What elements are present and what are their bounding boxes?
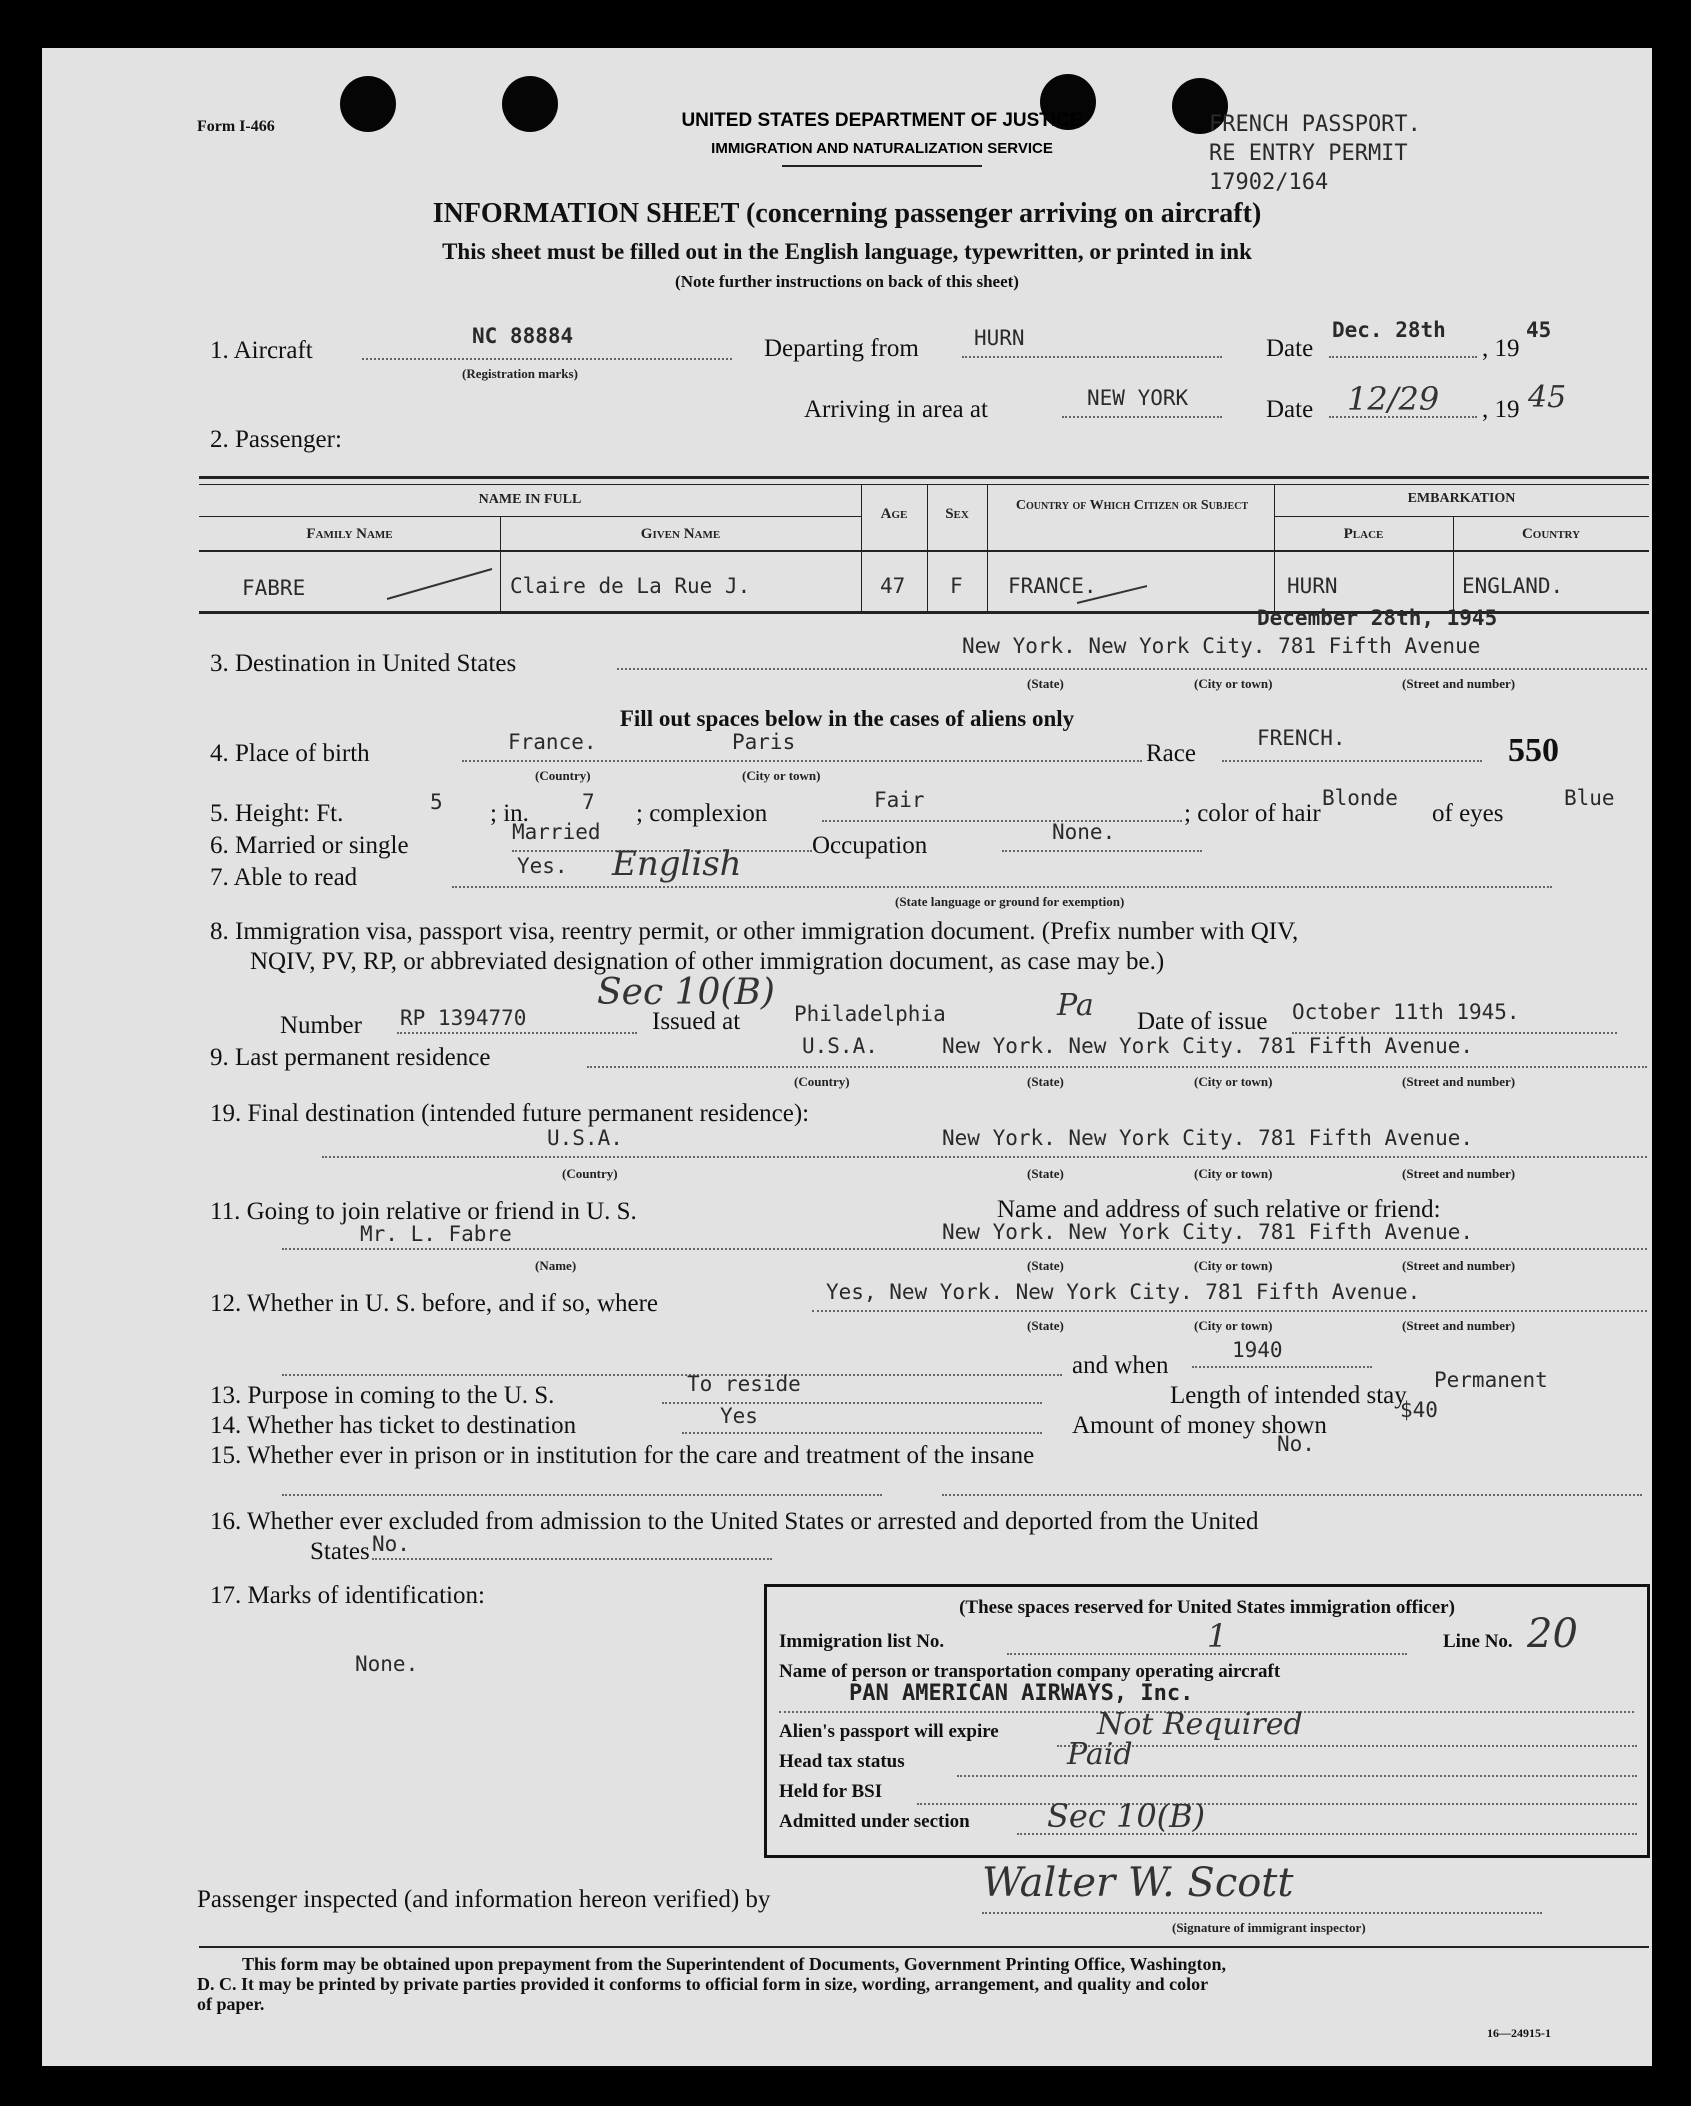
form-number: Form I-466 <box>197 118 275 135</box>
prior-visit-label: 12. Whether in U. S. before, and if so, where <box>210 1290 659 1317</box>
read-value: Yes. <box>517 854 568 878</box>
height-feet: 5 <box>430 790 443 814</box>
company-value: PAN AMERICAN AIRWAYS, Inc. <box>849 1681 1194 1706</box>
section-value: Sec 10(B) <box>1047 1797 1206 1835</box>
stay-label: Length of intended stay <box>1170 1382 1407 1409</box>
race-value: FRENCH. <box>1257 726 1346 750</box>
check-mark <box>1072 578 1152 608</box>
head-tax-label: Head tax status <box>779 1751 905 1772</box>
departing-label: Departing from <box>764 335 919 362</box>
arriving-label: Arriving in area at <box>804 396 988 423</box>
caption-street: (Street and number) <box>1402 676 1516 691</box>
caption-state: (State) <box>1027 676 1064 691</box>
citizenship-header: Country of Which Citizen or Subject <box>1015 498 1249 513</box>
caption-name: (Name) <box>535 1258 577 1273</box>
ticket-value: Yes <box>720 1404 758 1428</box>
language-caption: (State language or ground for exemption) <box>895 894 1125 909</box>
name-in-full-header: NAME IN FULL <box>478 492 582 507</box>
officer-box-title: (These spaces reserved for United States immigration officer) <box>959 1597 1455 1618</box>
excluded-label-2: States <box>310 1538 370 1565</box>
embark-place-cell: HURN <box>1287 574 1338 598</box>
caption-country: (Country) <box>535 768 591 783</box>
document-label-2: NQIV, PV, RP, or abbreviated designation of other immigration document, as case may be.) <box>250 948 1165 975</box>
marital-value: Married <box>512 820 601 844</box>
hair-value: Blonde <box>1322 786 1398 810</box>
destination-value: New York. New York City. 781 Fifth Avenue <box>962 634 1481 658</box>
final-destination-value: New York. New York City. 781 Fifth Avenue. <box>942 1126 1474 1150</box>
caption-city: (City or town) <box>1194 1166 1273 1181</box>
check-mark <box>382 564 502 604</box>
institution-value: No. <box>1277 1432 1315 1456</box>
document-number: RP 1394770 <box>400 1006 527 1030</box>
given-name-cell: Claire de La Rue J. <box>510 574 751 598</box>
punch-hole-2 <box>502 76 558 132</box>
place-header: Place <box>1343 526 1384 542</box>
prior-visit-value: Yes, New York. New York City. 781 Fifth Avenue. <box>826 1280 1421 1304</box>
caption-state: (State) <box>1027 1074 1064 1089</box>
height-label: 5. Height: Ft. <box>210 800 344 827</box>
age-cell: 47 <box>880 574 906 598</box>
date-of-issue-label: Date of issue <box>1137 1008 1268 1035</box>
passport-expire-label: Alien's passport will expire <box>779 1721 999 1742</box>
footer-line-3: of paper. <box>197 1994 265 2014</box>
departure-date: Dec. 28th <box>1332 318 1446 342</box>
document-label-1: 8. Immigration visa, passport visa, reentry permit, or other immigration document. (Prefix number with QIV, <box>210 918 1299 945</box>
caption-city: (City or town) <box>1194 676 1273 691</box>
caption-street: (Street and number) <box>1402 1166 1516 1181</box>
page-title: INFORMATION SHEET (concerning passenger arriving on aircraft) <box>432 198 1262 229</box>
punch-hole-1 <box>340 76 396 132</box>
citizen-cell: FRANCE. <box>1008 574 1097 598</box>
final-destination-country: U.S.A. <box>547 1126 623 1150</box>
issued-state-handwritten: Pa <box>1057 988 1094 1023</box>
relative-name: Mr. L. Fabre <box>360 1222 512 1246</box>
inches-label: ; in. <box>490 800 529 827</box>
given-name-header: Given Name <box>640 526 721 542</box>
department-header <box>622 110 1142 167</box>
arrival-year: 45 <box>1528 380 1567 415</box>
form-sheet <box>42 48 1652 2066</box>
identification-label: 17. Marks of identification: <box>210 1582 485 1609</box>
final-destination-label: 19. Final destination (intended future permanent residence): <box>210 1100 810 1127</box>
embark-country-header: Country <box>1521 526 1581 542</box>
footer-line-2: D. C. It may be printed by private parties provided it conforms to official form in size, wording, arrangement, and quality and color <box>197 1974 1209 1994</box>
money-value: $40 <box>1400 1398 1438 1422</box>
footer-line-1: This form may be obtained upon prepayment from the Superintendent of Documents, Government Printing Office, Washington, <box>242 1954 1227 1974</box>
relative-address: New York. New York City. 781 Fifth Avenue. <box>942 1220 1474 1244</box>
race-label: Race <box>1146 740 1196 767</box>
hair-label: ; color of hair <box>1184 800 1321 827</box>
identification-value: None. <box>355 1652 419 1676</box>
section-label: Admitted under section <box>779 1811 970 1832</box>
when-value: 1940 <box>1232 1338 1283 1362</box>
caption-street: (Street and number) <box>1402 1318 1516 1333</box>
sex-header: Sex <box>945 506 969 522</box>
relative-label: 11. Going to join relative or friend in U. S. <box>210 1198 637 1225</box>
page-subtitle: This sheet must be filled out in the English language, typewritten, or printed in ink <box>442 239 1252 264</box>
last-residence-label: 9. Last permanent residence <box>210 1044 491 1071</box>
passport-expire-value: Not Required <box>1097 1707 1303 1742</box>
caption-city: (City or town) <box>1194 1258 1273 1273</box>
number-label: Number <box>280 1012 362 1039</box>
year-prefix: , 19 <box>1482 335 1520 362</box>
occupation-value: None. <box>1052 820 1116 844</box>
money-label: Amount of money shown <box>1072 1412 1327 1439</box>
aircraft-label: 1. Aircraft <box>210 337 313 364</box>
date-of-issue-value: October 11th 1945. <box>1292 1000 1520 1024</box>
caption-city: (City or town) <box>742 768 821 783</box>
destination-date-note: December 28th, 1945 <box>1257 606 1498 630</box>
list-no-label: Immigration list No. <box>779 1631 945 1652</box>
birth-country: France. <box>508 730 597 754</box>
birthplace-label: 4. Place of birth <box>210 740 370 767</box>
ticket-label: 14. Whether has ticket to destination <box>210 1412 577 1439</box>
aliens-only-heading: Fill out spaces below in the cases of aliens only <box>619 706 1075 731</box>
service-name: IMMIGRATION AND NATURALIZATION SERVICE <box>711 140 1053 157</box>
company-label: Name of person or transportation company operating aircraft <box>779 1661 1281 1682</box>
arrival-date: 12/29 <box>1347 380 1440 418</box>
read-language-handwritten: English <box>612 844 742 884</box>
birth-city: Paris <box>732 730 796 754</box>
bsi-label: Held for BSI <box>779 1781 883 1802</box>
embark-country-cell: ENGLAND. <box>1462 574 1564 598</box>
destination-label: 3. Destination in United States <box>210 650 517 677</box>
document-section-handwritten: Sec 10(B) <box>597 972 775 1013</box>
line-no-value: 20 <box>1527 1611 1578 1657</box>
when-label: and when <box>1072 1352 1169 1379</box>
caption-city: (City or town) <box>1194 1318 1273 1333</box>
occupation-label: Occupation <box>812 832 928 859</box>
immigration-officer-box <box>764 1584 1650 1858</box>
record-stamp-number: 550 <box>1508 732 1559 769</box>
family-name-cell: FABRE <box>242 576 306 600</box>
institution-label: 15. Whether ever in prison or in institution for the care and treatment of the insane <box>210 1442 1035 1469</box>
last-residence-value: New York. New York City. 781 Fifth Avenue. <box>942 1034 1474 1058</box>
passport-note-line: RE ENTRY PERMIT <box>1209 141 1408 166</box>
form-code: 16—24915-1 <box>1487 2026 1551 2040</box>
family-name-header: Family Name <box>306 526 393 542</box>
arrival-year-prefix: , 19 <box>1482 396 1520 423</box>
caption-state: (State) <box>1027 1318 1064 1333</box>
signature-caption: (Signature of immigrant inspector) <box>1172 1920 1366 1935</box>
departure-year: 45 <box>1526 318 1552 342</box>
eyes-value: Blue <box>1564 786 1615 810</box>
age-header: Age <box>880 506 908 522</box>
head-tax-value: Paid <box>1067 1737 1133 1772</box>
caption-country: (Country) <box>794 1074 850 1089</box>
list-no-value: 1 <box>1207 1617 1228 1655</box>
caption-city: (City or town) <box>1194 1074 1273 1089</box>
marital-label: 6. Married or single <box>210 832 409 859</box>
line-no-label: Line No. <box>1443 1631 1513 1652</box>
last-residence-country: U.S.A. <box>802 1034 878 1058</box>
issued-label: Issued at <box>652 1008 741 1035</box>
aircraft-registration: NC 88884 <box>472 324 574 348</box>
relative-address-label: Name and address of such relative or friend: <box>997 1196 1441 1223</box>
caption-state: (State) <box>1027 1166 1064 1181</box>
arriving-value: NEW YORK <box>1087 386 1189 410</box>
inspected-label: Passenger inspected (and information hereon verified) by <box>197 1886 771 1913</box>
read-label: 7. Able to read <box>210 864 358 891</box>
purpose-value: To reside <box>687 1372 801 1396</box>
passenger-label: 2. Passenger: <box>210 426 342 453</box>
departing-value: HURN <box>974 326 1025 350</box>
height-inches: 7 <box>582 790 595 814</box>
sex-cell: F <box>950 574 963 598</box>
passport-note <box>1209 110 1421 197</box>
issued-at-value: Philadelphia <box>794 1002 946 1026</box>
purpose-label: 13. Purpose in coming to the U. S. <box>210 1382 555 1409</box>
registration-caption: (Registration marks) <box>462 366 578 381</box>
header-rule <box>782 165 982 167</box>
embarkation-header: EMBARKATION <box>1407 491 1516 506</box>
excluded-value: No. <box>372 1532 410 1556</box>
caption-country: (Country) <box>562 1166 618 1181</box>
arrival-date-label: Date <box>1266 396 1314 423</box>
complexion-label: ; complexion <box>636 800 768 827</box>
department-name: UNITED STATES DEPARTMENT OF JUSTICE <box>681 110 1083 131</box>
excluded-label-1: 16. Whether ever excluded from admission to the United States or arrested and deported from the United <box>210 1508 1259 1535</box>
caption-state: (State) <box>1027 1258 1064 1273</box>
caption-street: (Street and number) <box>1402 1074 1516 1089</box>
passport-note-line: FRENCH PASSPORT. <box>1209 112 1421 137</box>
passport-note-line: 17902/164 <box>1209 170 1329 195</box>
inspector-signature: Walter W. Scott <box>982 1860 1294 1906</box>
caption-street: (Street and number) <box>1402 1258 1516 1273</box>
complexion-value: Fair <box>874 788 925 812</box>
date-label: Date <box>1266 335 1314 362</box>
footer-rule <box>199 1946 1649 1948</box>
stay-value: Permanent <box>1434 1368 1548 1392</box>
instructions-note: (Note further instructions on back of this sheet) <box>675 272 1019 291</box>
eyes-label: of eyes <box>1432 800 1504 827</box>
